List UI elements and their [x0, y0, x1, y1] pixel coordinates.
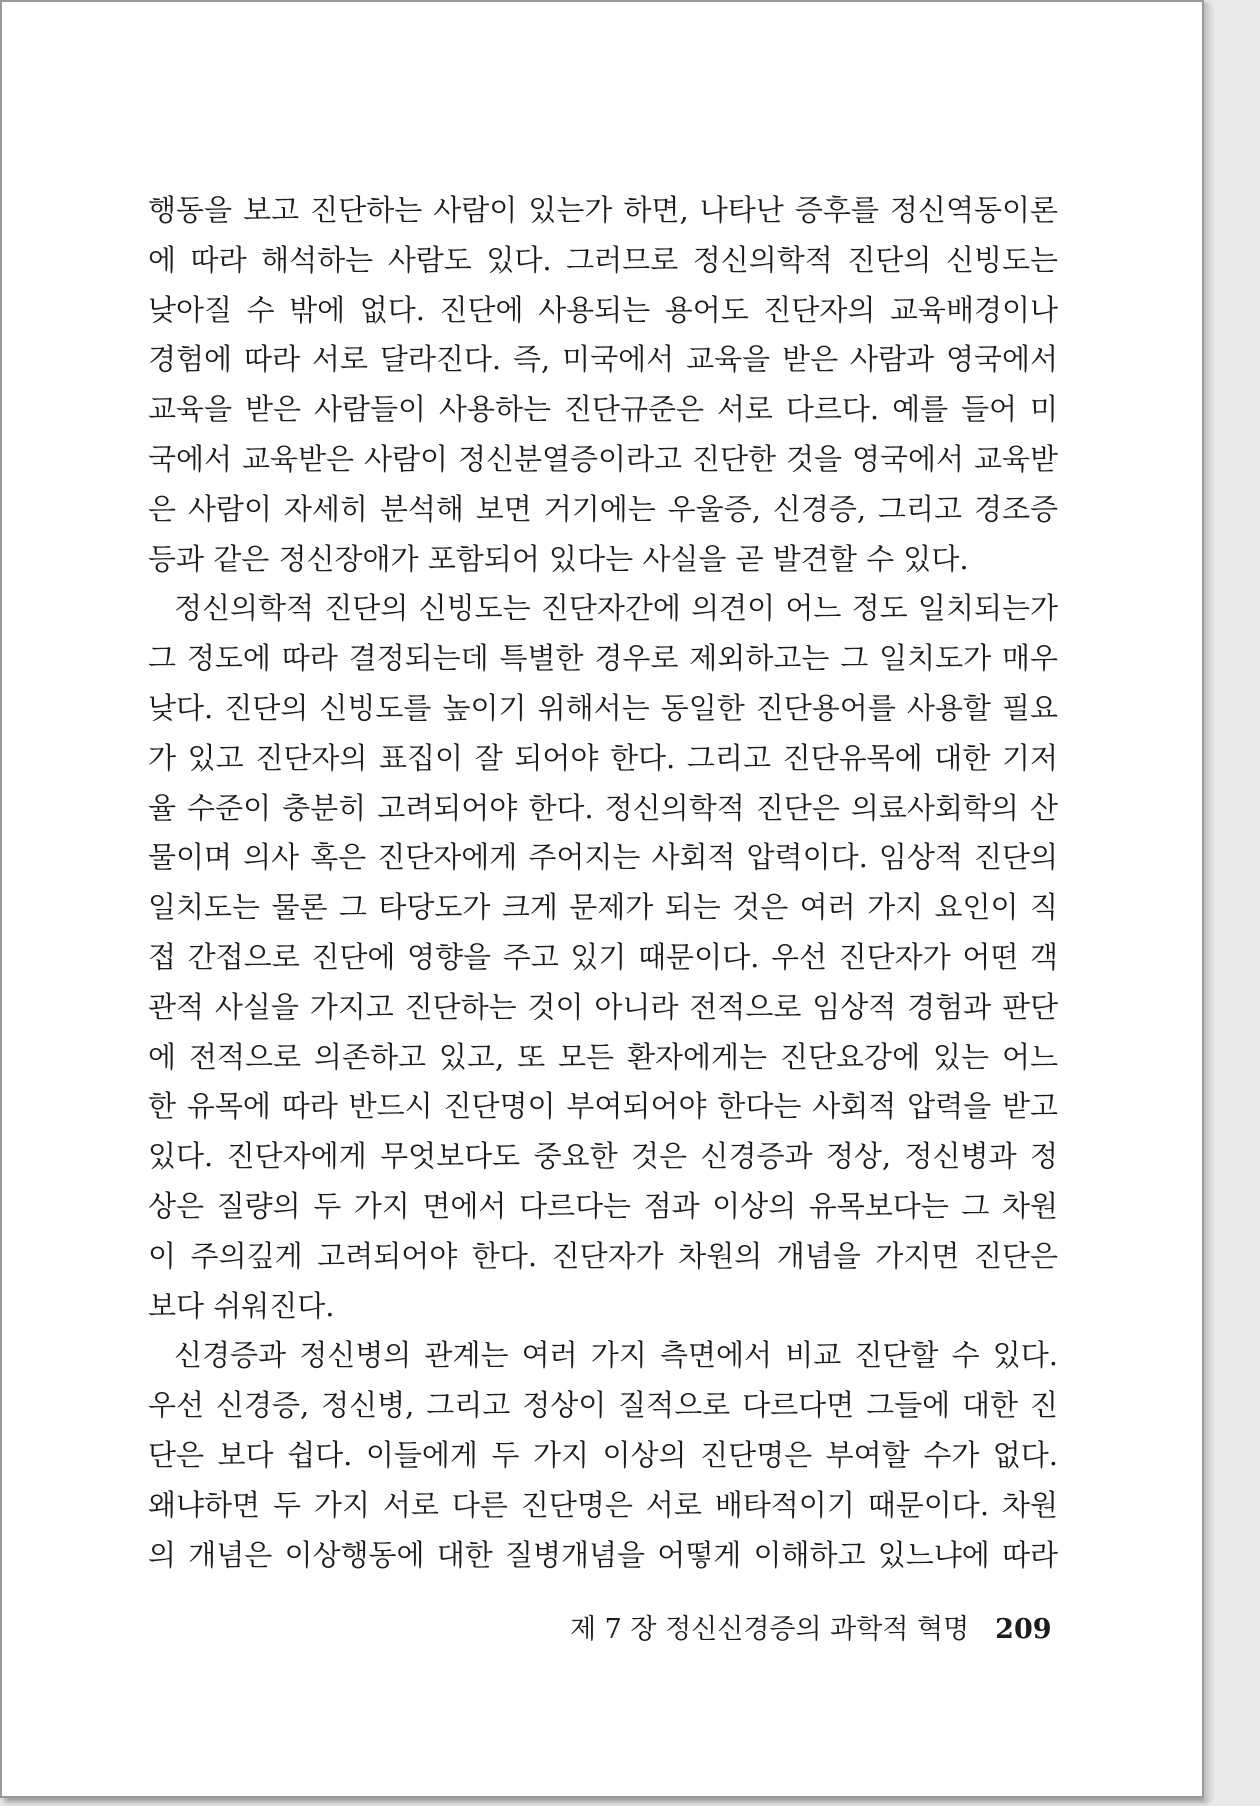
- text-line: 우선 신경증, 정신병, 그리고 정상이 질적으로 다르다면 그들에 대한 진: [148, 1388, 1058, 1423]
- text-line: 신경증과 정신병의 관계는 여러 가지 측면에서 비교 진단할 수 있다.: [174, 1338, 1058, 1373]
- text-line: 낮다. 진단의 신빙도를 높이기 위해서는 동일한 진단용어를 사용할 필요: [148, 690, 1058, 725]
- text-line: 가 있고 진단자의 표집이 잘 되어야 한다. 그리고 진단유목에 대한 기저: [148, 740, 1058, 775]
- page-footer: [570, 1608, 1052, 1652]
- text-line: 교육을 받은 사람들이 사용하는 진단규준은 서로 다르다. 예를 들어 미: [148, 392, 1058, 427]
- text-line: 경험에 따라 서로 달라진다. 즉, 미국에서 교육을 받은 사람과 영국에서: [148, 342, 1058, 377]
- body-text: [148, 186, 1058, 1580]
- text-line: 단은 보다 쉽다. 이들에게 두 가지 이상의 진단명은 부여할 수가 없다.: [148, 1437, 1058, 1472]
- text-line: 은 사람이 자세히 분석해 보면 거기에는 우울증, 신경증, 그리고 경조증: [148, 491, 1058, 526]
- text-line: 있다. 진단자에게 무엇보다도 중요한 것은 신경증과 정상, 정신병과 정: [148, 1139, 1058, 1174]
- text-line: 의 개념은 이상행동에 대한 질병개념을 어떻게 이해하고 있느냐에 따라: [148, 1537, 1058, 1572]
- text-line: 왜냐하면 두 가지 서로 다른 진단명은 서로 배타적이기 때문이다. 차원: [148, 1487, 1058, 1522]
- text-line: 에 전적으로 의존하고 있고, 또 모든 환자에게는 진단요강에 있는 어느: [148, 1039, 1058, 1074]
- text-line: 상은 질량의 두 가지 면에서 다르다는 점과 이상의 유목보다는 그 차원: [148, 1188, 1058, 1223]
- text-line: 이 주의깊게 고려되어야 한다. 진단자가 차원의 개념을 가지면 진단은: [148, 1238, 1058, 1273]
- page-number: 209: [995, 1614, 1052, 1645]
- text-line: 낮아질 수 밖에 없다. 진단에 사용되는 용어도 진단자의 교육배경이나: [148, 292, 1058, 327]
- text-line: 접 간접으로 진단에 영향을 주고 있기 때문이다. 우선 진단자가 어떤 객: [148, 939, 1058, 974]
- text-line: 그 정도에 따라 결정되는데 특별한 경우로 제외하고는 그 일치도가 매우: [148, 641, 1058, 676]
- page-edge-shadow: [1204, 6, 1216, 1802]
- text-line: 율 수준이 충분히 고려되어야 한다. 정신의학적 진단은 의료사회학의 산: [148, 790, 1058, 825]
- text-line: 일치도는 물론 그 타당도가 크게 문제가 되는 것은 여러 가지 요인이 직: [148, 890, 1058, 925]
- text-line: 한 유목에 따라 반드시 진단명이 부여되어야 한다는 사회적 압력을 받고: [148, 1089, 1058, 1124]
- text-line: 에 따라 해석하는 사람도 있다. 그러므로 정신의학적 진단의 신빙도는: [148, 242, 1058, 277]
- text-line: 보다 쉬워진다.: [148, 1288, 335, 1323]
- text-line: 관적 사실을 가지고 진단하는 것이 아니라 전적으로 임상적 경험과 판단: [148, 989, 1058, 1024]
- text-line: 행동을 보고 진단하는 사람이 있는가 하면, 나타난 증후를 정신역동이론: [148, 193, 1058, 227]
- text-line: 등과 같은 정신장애가 포함되어 있다는 사실을 곧 발견할 수 있다.: [148, 541, 969, 576]
- text-line: 정신의학적 진단의 신빙도는 진단자간에 의견이 어느 정도 일치되는가: [174, 591, 1058, 626]
- text-line: 물이며 의사 혹은 진단자에게 주어지는 사회적 압력이다. 임상적 진단의: [148, 840, 1058, 875]
- running-footer-chapter-title: 제 7 장 정신신경증의 과학적 혁명: [570, 1614, 970, 1645]
- text-line: 국에서 교육받은 사람이 정신분열증이라고 진단한 것을 영국에서 교육받: [148, 441, 1058, 476]
